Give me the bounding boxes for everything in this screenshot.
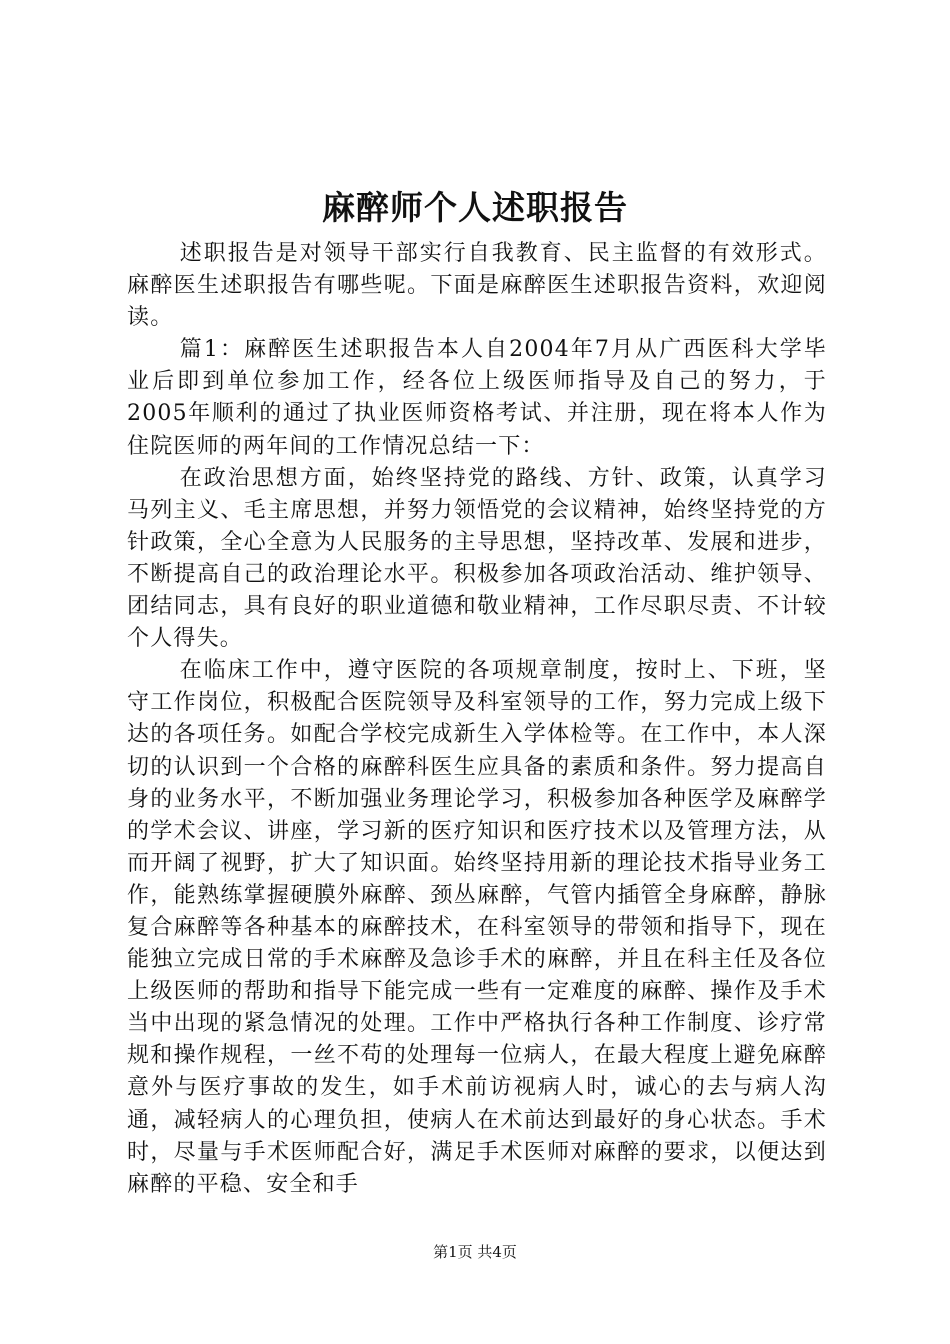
paragraph-political: 在政治思想方面，始终坚持党的路线、方针、政策，认真学习马列主义、毛主席思想，并努力领悟党的会议精神，始终坚持党的方针政策，全心全意为人民服务的主导思想，坚持改革、发展和进步，不断提高自己的政治理论水平。积极参加各项政治活动、维护领导、团结同志，具有良好的职业道德和敬业精神，工作尽职尽责、不计较个人得失。 bbox=[127, 465, 827, 652]
paragraph-part-1: 篇1：麻醉医生述职报告本人自2004年7月从广西医科大学毕业后即到单位参加工作，经各位上级医师指导及自己的努力，于2005年顺利的通过了执业医师资格考试、并注册，现在将本人作为住院医师的两年间的工作情况总结一下： bbox=[127, 337, 827, 459]
paragraph-intro: 述职报告是对领导干部实行自我教育、民主监督的有效形式。麻醉医生述职报告有哪些呢。下面是麻醉医生述职报告资料，欢迎阅读。 bbox=[127, 241, 827, 331]
document-title: 麻醉师个人述职报告 bbox=[322, 188, 628, 227]
page-number-footer: 第1页 共4页 bbox=[433, 1243, 517, 1261]
paragraph-clinical: 在临床工作中，遵守医院的各项规章制度，按时上、下班，坚守工作岗位，积极配合医院领导及科室领导的工作，努力完成上级下达的各项任务。如配合学校完成新生入学体检等。在工作中，本人深切的认识到一个合格的麻醉科医生应具备的素质和条件。努力提高自身的业务水平，不断加强业务理论学习，积极参加各种医学及麻醉学的学术会议、讲座，学习新的医疗知识和医疗技术以及管理方法，从而开阔了视野，扩大了知识面。始终坚持用新的理论技术指导业务工作，能熟练掌握硬膜外麻醉、颈丛麻醉，气管内插管全身麻醉，静脉复合麻醉等各种基本的麻醉技术，在科室领导的带领和指导下，现在能独立完成日常的手术麻醉及急诊手术的麻醉，并且在科主任及各位上级医师的帮助和指导下能完成一些有一定难度的麻醉、操作及手术当中出现的紧急情况的处理。工作中严格执行各种工作制度、诊疗常规和操作规程，一丝不苟的处理每一位病人，在最大程度上避免麻醉意外与医疗事故的发生，如手术前访视病人时，诚心的去与病人沟通，减轻病人的心理负担，使病人在术前达到最好的身心状态。手术时，尽量与手术医师配合好，满足手术医师对麻醉的要求，以便达到麻醉的平稳、安全和手 bbox=[127, 658, 827, 1197]
document-body bbox=[127, 238, 827, 1201]
